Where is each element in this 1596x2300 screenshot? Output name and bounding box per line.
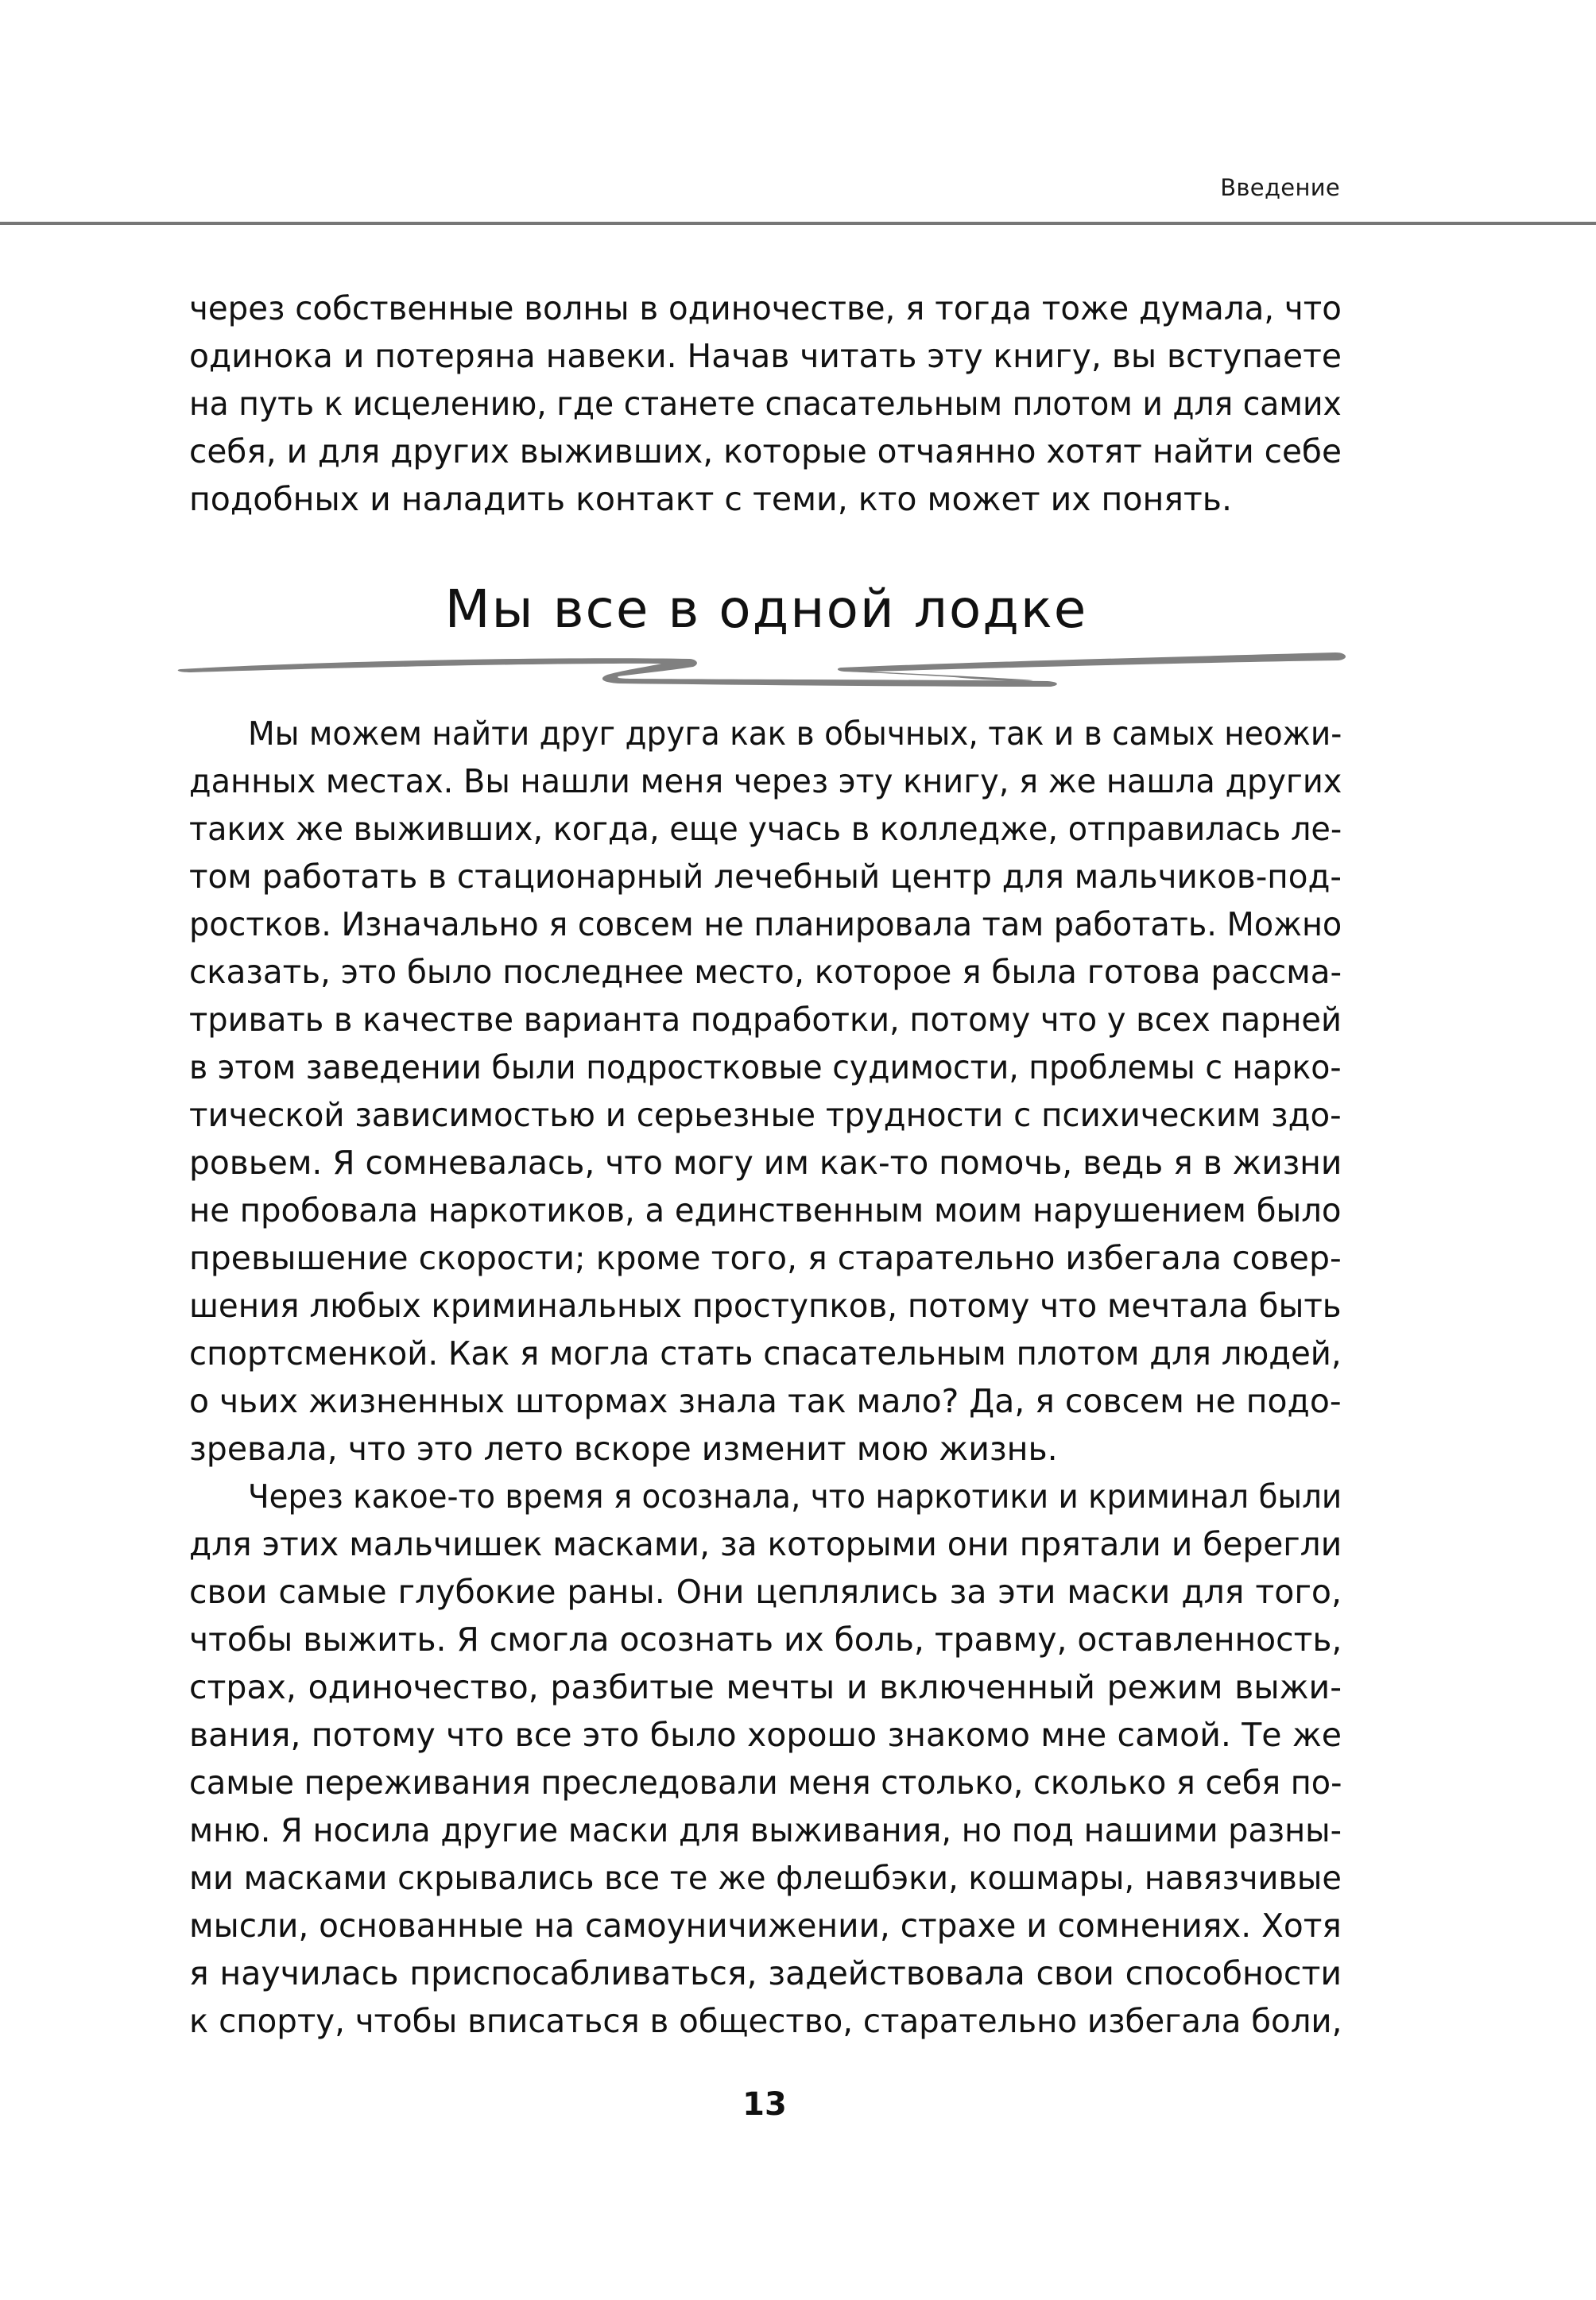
- text-line: вания, потому что все это было хорошо знакомо мне самой. Те же: [189, 1716, 1342, 1754]
- text-line: на путь к исцелению, где станете спасательным плотом и для самих: [189, 385, 1342, 423]
- text-line: тической зависимостью и серьезные трудности с психическим здо-: [189, 1096, 1342, 1134]
- paragraph: [189, 710, 1342, 1473]
- text-line: в этом заведении были подростковые судимости, проблемы с нарко-: [189, 1048, 1342, 1086]
- text-line: чтобы выжить. Я смогла осознать их боль, травму, оставленность,: [189, 1620, 1342, 1659]
- text-line: данных местах. Вы нашли меня через эту книгу, я же нашла других: [189, 762, 1342, 800]
- text-line: страх, одиночество, разбитые мечты и включенный режим выжи-: [189, 1668, 1342, 1706]
- text-line: Мы можем найти друг друга как в обычных, так и в самых неожи-: [248, 714, 1342, 753]
- section-heading: Мы все в одной лодке: [444, 579, 1088, 640]
- text-line: спортсменкой. Как я могла стать спасательным плотом для людей,: [189, 1334, 1342, 1373]
- text-line: мысли, основанные на самоуничижении, страхе и сомнениях. Хотя: [189, 1907, 1342, 1945]
- text-line: таких же выживших, когда, еще учась в колледже, отправилась ле-: [189, 810, 1342, 848]
- text-line: превышение скорости; кроме того, я старательно избегала совер-: [189, 1239, 1342, 1277]
- text-line: одинока и потеряна навеки. Начав читать эту книгу, вы вступаете: [189, 337, 1342, 375]
- text-line: о чьих жизненных штормах знала так мало? Да, я совсем не подо-: [189, 1382, 1342, 1420]
- text-line: через собственные волны в одиночестве, я тогда тоже думала, что: [189, 289, 1342, 327]
- text-line: подобных и наладить контакт с теми, кто может их понять.: [189, 480, 1232, 518]
- text-line: себя, и для других выживших, которые отчаянно хотят найти себе: [189, 432, 1342, 470]
- text-line: шения любых криминальных проступков, потому что мечтала быть: [189, 1287, 1342, 1325]
- text-line: свои самые глубокие раны. Они цеплялись за эти маски для того,: [189, 1573, 1342, 1611]
- text-line: к спорту, чтобы вписаться в общество, старательно избегала боли,: [189, 2002, 1342, 2040]
- text-line: ровьем. Я сомневалась, что могу им как-то помочь, ведь я в жизни: [189, 1144, 1342, 1182]
- paragraph: [189, 1473, 1342, 2045]
- intro-paragraph: [189, 285, 1342, 523]
- brush-stroke-left: [178, 658, 1057, 687]
- body-text: [189, 710, 1342, 2045]
- text-line: мню. Я носила другие маски для выживания, но под нашими разны-: [189, 1811, 1342, 1849]
- text-line: не пробовала наркотиков, а единственным моим нарушением было: [189, 1191, 1342, 1229]
- running-header-title: Введение: [1220, 174, 1340, 201]
- page-number: 13: [742, 2086, 787, 2123]
- text-line: ми масками скрывались все те же флешбэки, кошмары, навязчивые: [189, 1859, 1342, 1897]
- brush-stroke-right: [838, 652, 1346, 681]
- text-line: сказать, это было последнее место, которое я была готова рассма-: [189, 953, 1342, 991]
- text-line: Через какое-то время я осознала, что наркотики и криминал были: [248, 1477, 1342, 1516]
- text-line: самые переживания преследовали меня столько, сколько я себя по-: [189, 1764, 1342, 1802]
- header-rule: [0, 222, 1596, 225]
- text-line: тривать в качестве варианта подработки, потому что у всех парней: [189, 1001, 1342, 1039]
- text-line: ростков. Изначально я совсем не планировала там работать. Можно: [189, 905, 1342, 943]
- text-line: я научилась приспосабливаться, задействовала свои способности: [189, 1954, 1342, 1992]
- text-line: для этих мальчишек масками, за которыми они прятали и берегли: [189, 1525, 1342, 1563]
- text-line: зревала, что это лето вскоре изменит мою жизнь.: [189, 1430, 1058, 1468]
- text-line: том работать в стационарный лечебный центр для мальчиков-под-: [189, 858, 1342, 896]
